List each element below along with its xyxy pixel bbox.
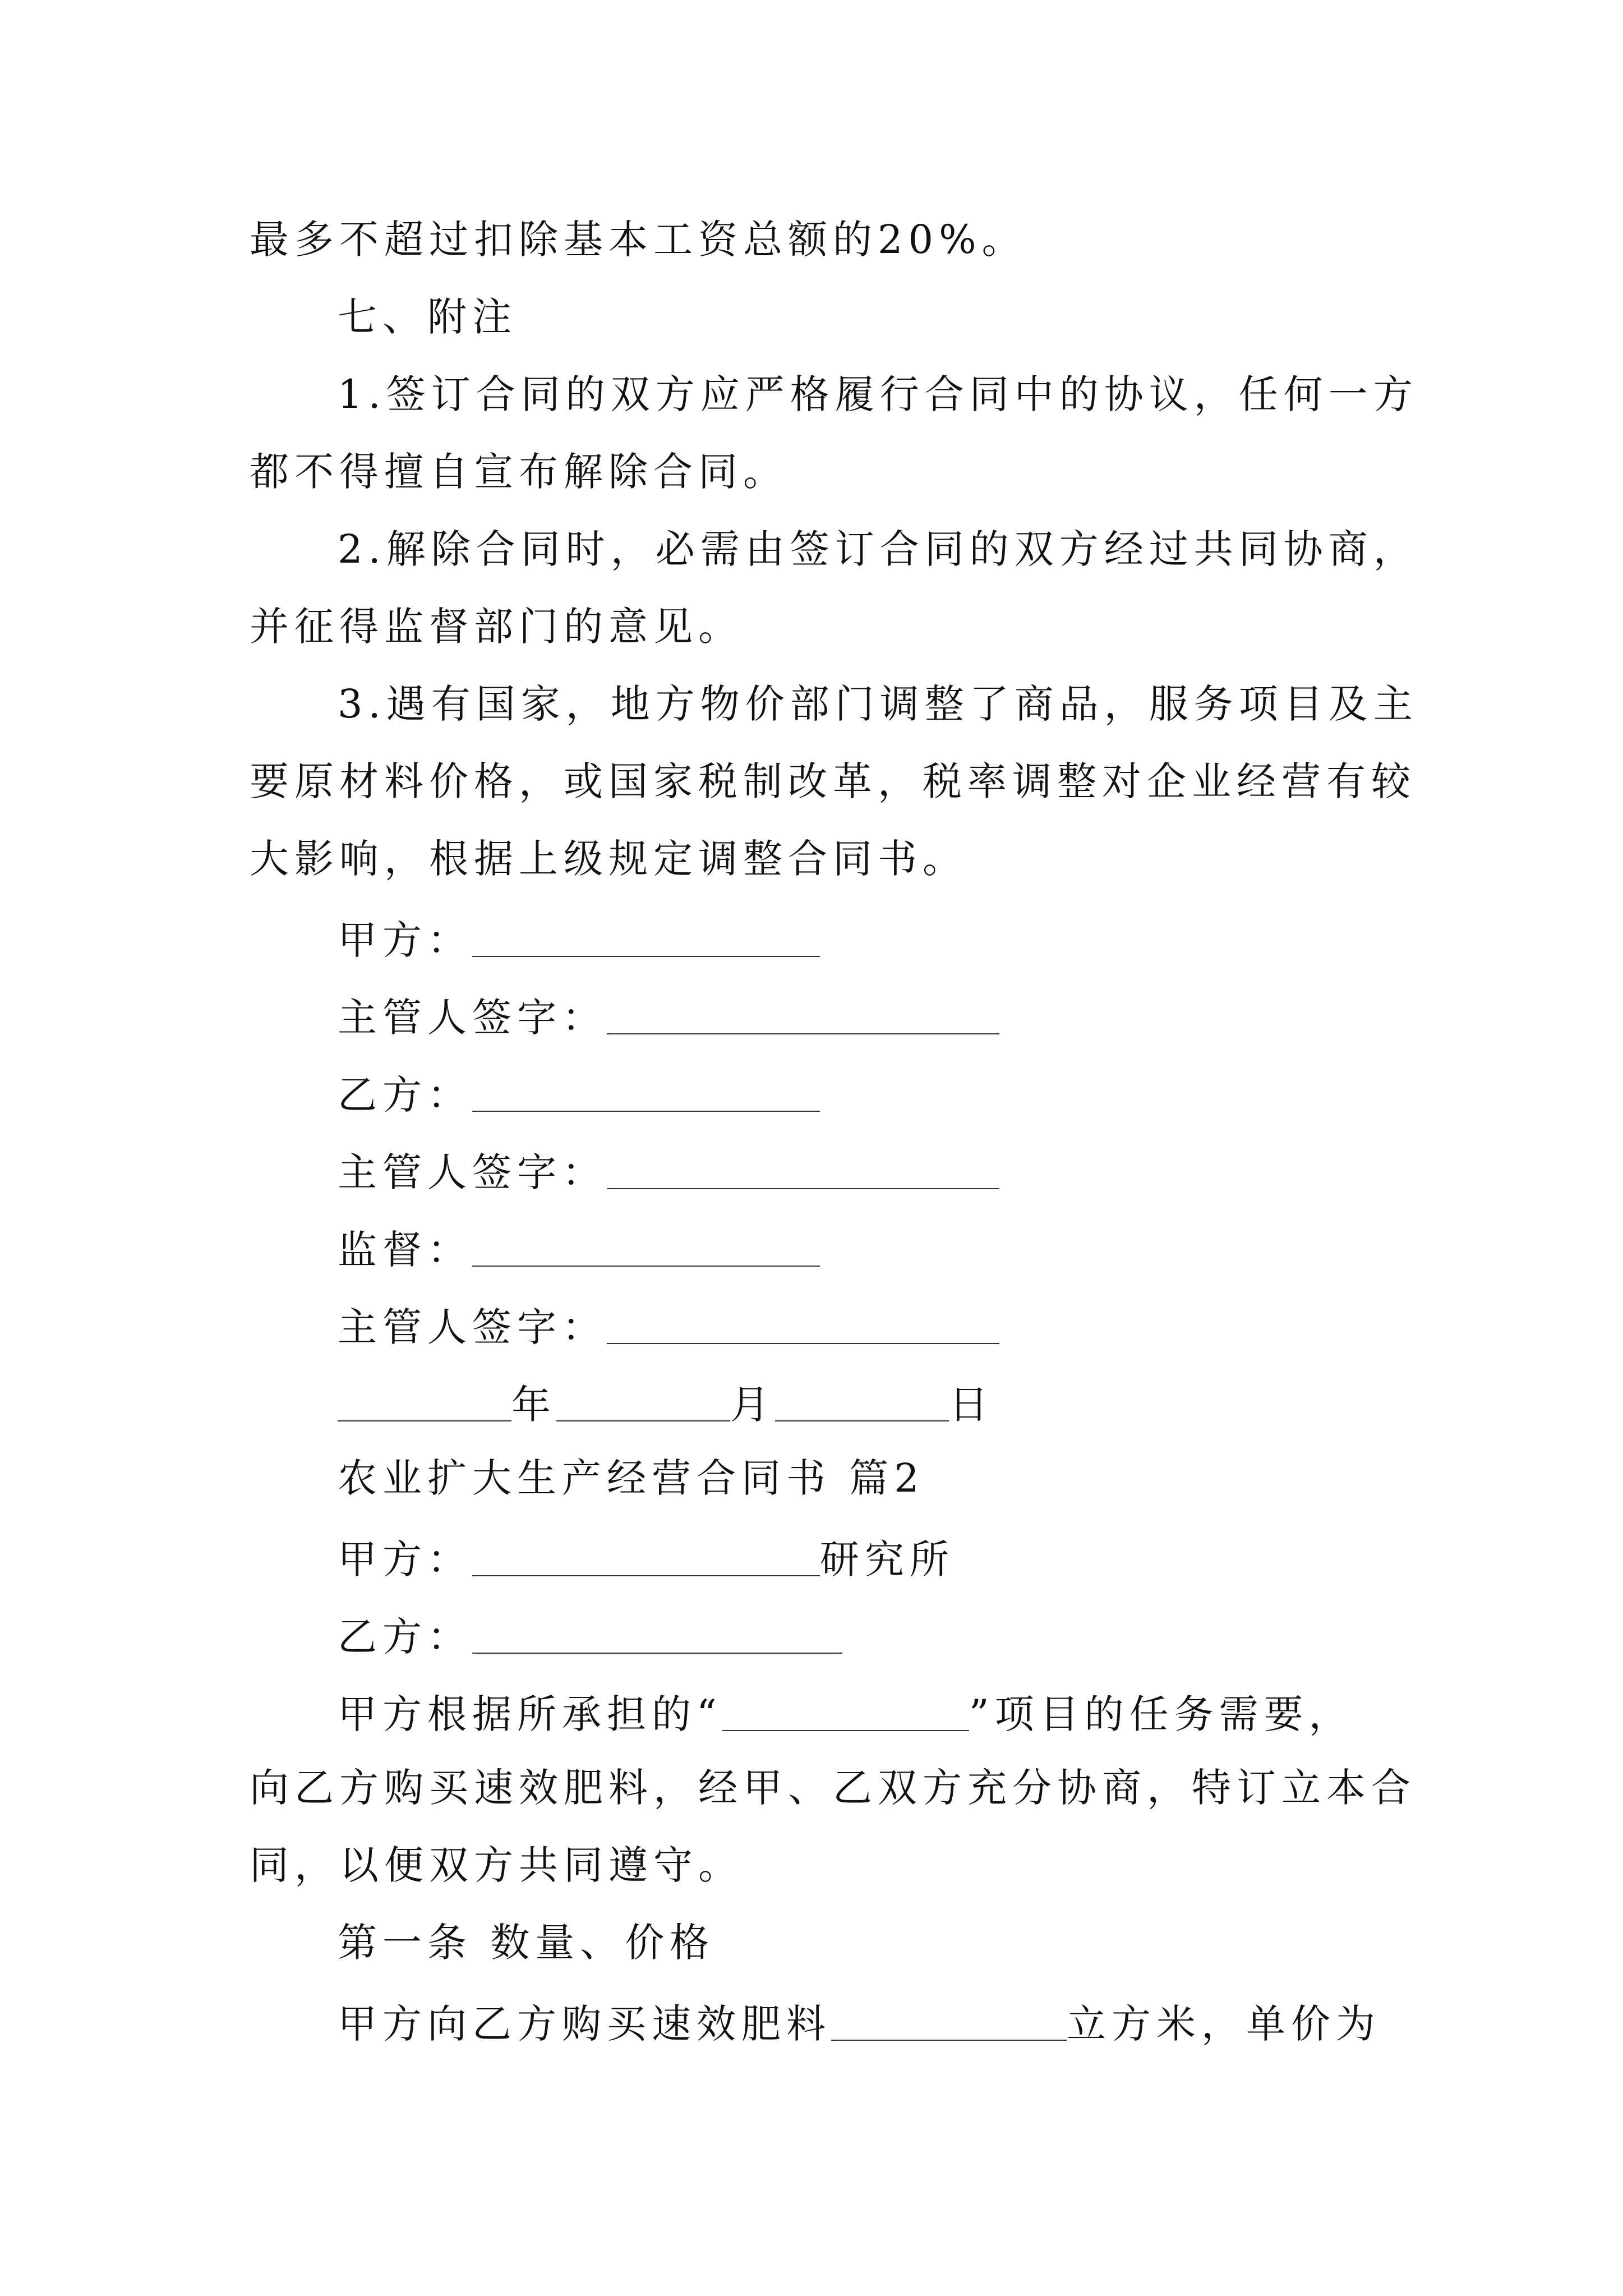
intro-line-2: 向乙方购买速效肥料，经甲、乙双方充分协商，特订立本合 xyxy=(250,1765,1416,1811)
month-label: 月 xyxy=(730,1382,775,1428)
day-blank xyxy=(775,1381,949,1421)
article-line-1 xyxy=(338,2000,1381,2047)
text-line: 并征得监督部门的意见。 xyxy=(250,604,743,650)
party-a-blank xyxy=(472,1536,820,1576)
signature-blank xyxy=(607,1149,999,1189)
signature-label: 监督： xyxy=(338,1227,472,1273)
signature-label: 甲方： xyxy=(338,917,472,963)
signature-label: 乙方： xyxy=(338,1072,472,1118)
quantity-blank xyxy=(831,2000,1067,2041)
text-line: 1.签订合同的双方应严格履行合同中的协议，任何一方 xyxy=(338,371,1418,417)
intro-line-1 xyxy=(338,1691,1354,1737)
day-label: 日 xyxy=(949,1382,994,1428)
text-line: 3.遇有国家，地方物价部门调整了商品，服务项目及主 xyxy=(338,681,1418,727)
signature-blank xyxy=(472,1226,820,1267)
date-line xyxy=(338,1381,994,1428)
party-a-line xyxy=(338,1536,955,1582)
text-line: 最多不超过扣除基本工资总额的20%。 xyxy=(250,217,1027,263)
party-a-label: 甲方： xyxy=(338,1536,472,1582)
party-b-blank xyxy=(472,1613,842,1654)
signature-label: 主管人签字： xyxy=(338,995,607,1041)
signature-manager-supervisor xyxy=(338,1304,999,1350)
signature-label: 主管人签字： xyxy=(338,1149,607,1195)
signature-party-a xyxy=(338,917,820,963)
year-blank xyxy=(338,1381,511,1421)
text-line: 2.解除合同时，必需由签订合同的双方经过共同协商， xyxy=(338,526,1418,572)
party-b-line xyxy=(338,1613,842,1660)
text-line: 要原材料价格，或国家税制改革，税率调整对企业经营有较 xyxy=(250,758,1416,804)
party-b-label: 乙方： xyxy=(338,1614,472,1660)
year-label: 年 xyxy=(511,1382,556,1428)
signature-label: 主管人签字： xyxy=(338,1304,607,1350)
text-line: 都不得擅自宣布解除合同。 xyxy=(250,449,788,495)
signature-supervisor xyxy=(338,1226,820,1273)
project-blank xyxy=(722,1691,969,1731)
signature-manager-a xyxy=(338,994,999,1041)
intro-text-b: ”项目的任务需要， xyxy=(969,1691,1354,1737)
section-title: 农业扩大生产经营合同书 篇2 xyxy=(338,1455,925,1501)
signature-blank xyxy=(472,917,820,957)
section-heading: 七、附注 xyxy=(338,294,517,340)
article-text-b: 立方米，单价为 xyxy=(1067,2001,1381,2047)
signature-blank xyxy=(472,1071,820,1112)
article-title: 第一条 数量、价格 xyxy=(338,1920,715,1966)
signature-party-b xyxy=(338,1071,820,1118)
intro-text-a: 甲方根据所承担的“ xyxy=(338,1691,722,1737)
party-a-suffix: 研究所 xyxy=(820,1536,955,1582)
signature-blank xyxy=(607,1304,999,1344)
text-line: 大影响，根据上级规定调整合同书。 xyxy=(250,836,967,882)
signature-blank xyxy=(607,994,999,1034)
signature-manager-b xyxy=(338,1149,999,1195)
article-text-a: 甲方向乙方购买速效肥料 xyxy=(338,2001,831,2047)
intro-line-3: 同，以便双方共同遵守。 xyxy=(250,1842,743,1888)
month-blank xyxy=(556,1381,730,1421)
